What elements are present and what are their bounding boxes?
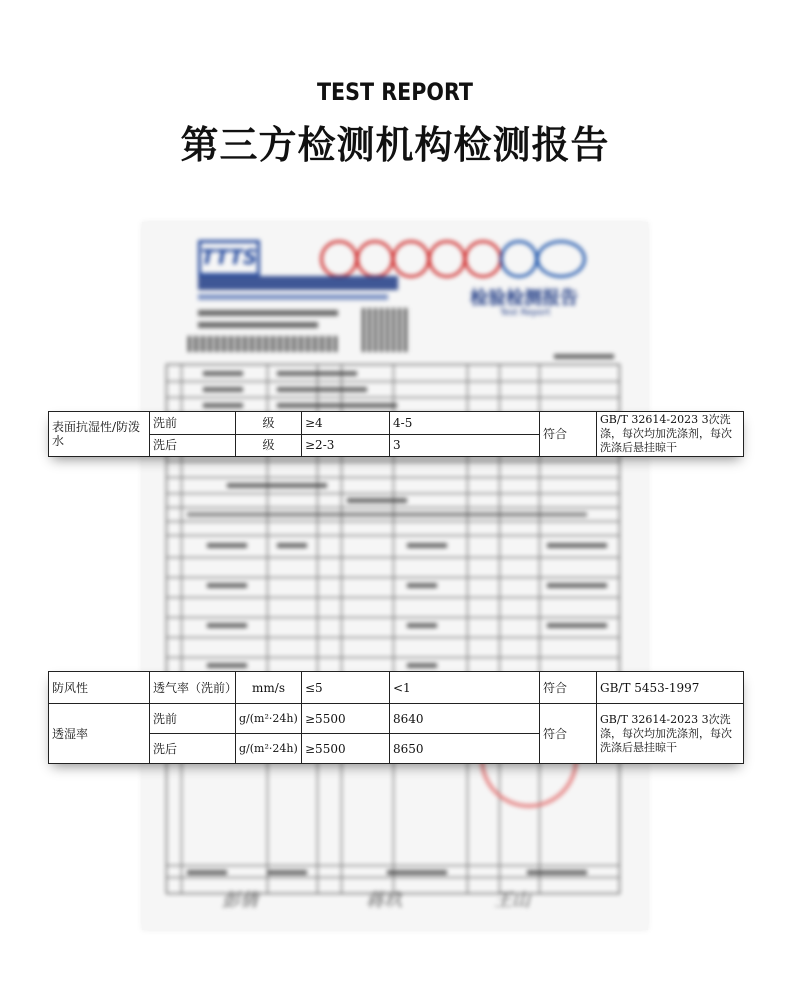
result-cell: 8650	[390, 734, 540, 764]
accreditation-seal-icon	[464, 240, 502, 278]
signature-2: 蒋玖	[366, 890, 402, 911]
requirement-cell: ≤5	[302, 672, 390, 704]
state-cell: 洗后	[150, 434, 236, 457]
barcode	[188, 336, 338, 352]
accreditation-seal-icon	[428, 240, 466, 278]
standard-cell: GB/T 5453-1997	[597, 672, 744, 704]
state-cell: 洗后	[150, 734, 236, 764]
test-item: 防风性	[49, 672, 150, 704]
issuer-line	[198, 322, 318, 328]
unit-cell: mm/s	[236, 672, 302, 704]
param-cell: 透气率（洗前）	[150, 672, 236, 704]
requirement-cell: ≥4	[302, 412, 390, 435]
requirement-cell: ≥5500	[302, 704, 390, 734]
result-cell: 8640	[390, 704, 540, 734]
tts-logo: TTTS	[198, 240, 260, 276]
state-cell: 洗前	[150, 412, 236, 435]
report-title: 检验检测报告	[470, 288, 578, 309]
qr-code	[362, 308, 410, 352]
company-name-en	[198, 294, 388, 300]
requirement-cell: ≥5500	[302, 734, 390, 764]
water-repellency-table	[48, 411, 744, 457]
unit-cell: 级	[236, 434, 302, 457]
standard-cell: GB/T 32614-2023 3次洗涤，每次均加洗涤剂，每次洗涤后悬挂晾干	[597, 704, 744, 764]
verdict-cell: 符合	[540, 704, 597, 764]
cma-seal-icon	[356, 240, 394, 278]
page-number	[554, 354, 614, 359]
report-document-image	[142, 222, 648, 930]
requirement-cell: ≥2-3	[302, 434, 390, 457]
verdict-cell: 符合	[540, 412, 597, 457]
result-cell: <1	[390, 672, 540, 704]
cnas-seal-icon	[536, 240, 586, 278]
unit-cell: g/(m²·24h)	[236, 734, 302, 764]
result-cell: 3	[390, 434, 540, 457]
company-name	[198, 276, 398, 290]
cma-seal-icon	[320, 240, 358, 278]
signature-3: 王山	[494, 890, 530, 911]
ilac-seal-icon	[500, 240, 538, 278]
page-title-en: TEST REPORT	[316, 78, 474, 106]
standard-cell: GB/T 32614-2023 3次洗涤，每次均加洗涤剂，每次洗涤后悬挂晾干	[597, 412, 744, 457]
report-subtitle: Test Report	[500, 308, 551, 318]
result-cell: 4-5	[390, 412, 540, 435]
issuer-line	[198, 310, 338, 316]
state-cell: 洗前	[150, 704, 236, 734]
verdict-cell: 符合	[540, 672, 597, 704]
unit-cell: 级	[236, 412, 302, 435]
unit-cell: g/(m²·24h)	[236, 704, 302, 734]
test-item: 表面抗湿性/防泼水	[49, 412, 150, 457]
wind-moisture-table	[48, 671, 744, 764]
test-item: 透湿率	[49, 704, 150, 764]
page-title-cn: 第三方检测机构检测报告	[180, 123, 610, 167]
signature-1: 彭倩	[222, 890, 258, 911]
cma-seal-icon	[392, 240, 430, 278]
